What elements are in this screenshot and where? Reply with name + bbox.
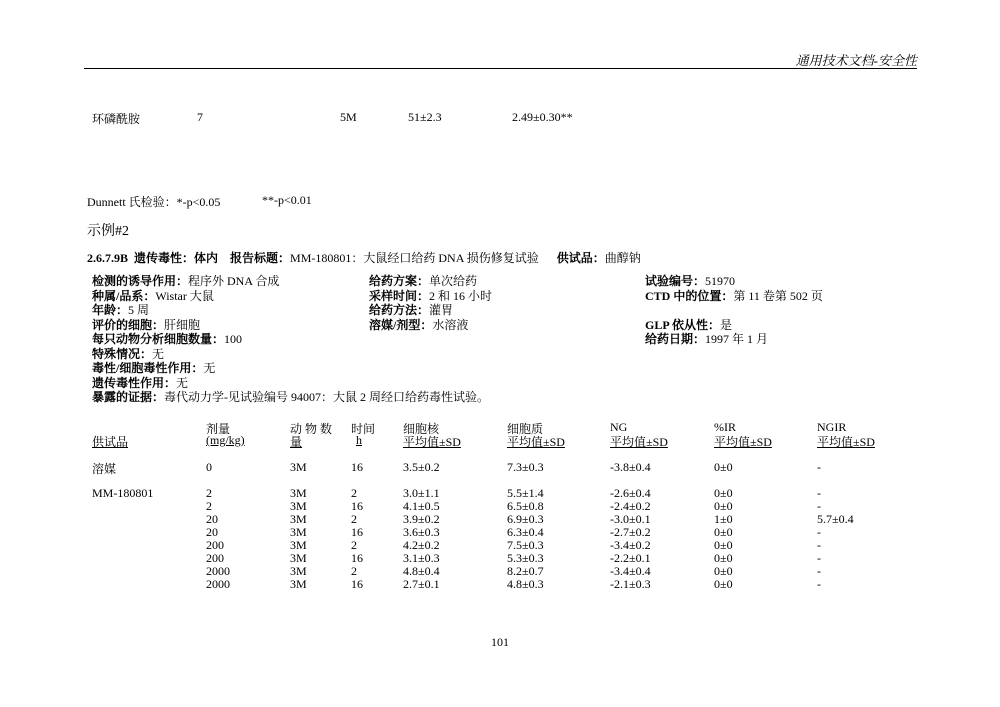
info-item-species: 种属/品系：Wistar 大鼠 bbox=[92, 288, 214, 303]
th-ng: NG bbox=[610, 420, 628, 434]
section-report-value: MM-180801：大鼠经口给药 DNA 损伤修复试验 bbox=[290, 251, 539, 265]
compound-animals: 5M bbox=[340, 110, 357, 124]
info-item-glp: GLP 依从性：是 bbox=[645, 317, 733, 332]
th-dose-unit: (mg/kg) bbox=[206, 433, 245, 447]
info-item-cell-count: 每只动物分析细胞数量：100 bbox=[92, 332, 243, 346]
compound-value2: 2.49±0.30** bbox=[512, 110, 573, 124]
dunnett-footnote: Dunnett 氏检验：*-p<0.05 bbox=[87, 195, 221, 209]
info-item-cells: 评价的细胞：肝细胞 bbox=[92, 317, 201, 332]
info-item-sampling: 采样时间：2 和 16 小时 bbox=[369, 288, 493, 303]
info-item-vehicle: 溶媒/剂型：水溶液 bbox=[369, 317, 469, 332]
info-item-age: 年龄：5 周 bbox=[92, 303, 150, 317]
section-number: 2.6.7.9B bbox=[87, 251, 129, 265]
header-divider bbox=[84, 68, 917, 69]
th-cytoplasm: 细胞质 bbox=[507, 422, 544, 436]
th-nucleus: 细胞核 bbox=[403, 422, 440, 436]
th-test-article: 供试品 bbox=[92, 435, 129, 449]
info-item-regimen: 给药方案：单次给药 bbox=[369, 274, 478, 288]
th-time-unit: h bbox=[356, 433, 362, 447]
info-item-exposure: 暴露的证据：毒代动力学-见试验编号 94007：大鼠 2 周经口给药毒性试验。 bbox=[92, 390, 490, 404]
example-label: 示例#2 bbox=[87, 224, 129, 239]
section-heading bbox=[87, 249, 641, 266]
info-item-ctd-location: CTD 中的位置：第 11 卷第 502 页 bbox=[645, 288, 823, 303]
compound-dose: 7 bbox=[197, 110, 203, 124]
th-ng-sd: 平均值±SD bbox=[610, 435, 668, 449]
compound-name: 环磷酰胺 bbox=[92, 112, 141, 126]
info-middle-column bbox=[369, 274, 492, 332]
info-item-induction: 检测的诱导作用：程序外 DNA 合成 bbox=[92, 274, 280, 288]
info-item-genotox: 遗传毒性作用：无 bbox=[92, 375, 189, 390]
info-item-dosing-date: 给药日期：1997 年 1 月 bbox=[645, 332, 769, 346]
page-number: 101 bbox=[491, 635, 509, 649]
dunnett-footnote-p2: **-p<0.01 bbox=[262, 193, 312, 207]
th-dose: 剂量 bbox=[206, 422, 231, 436]
th-cytoplasm-sd: 平均值±SD bbox=[507, 435, 565, 449]
th-nucleus-sd: 平均值±SD bbox=[403, 435, 461, 449]
info-right-column bbox=[645, 274, 823, 347]
th-animals-2: 量 bbox=[290, 435, 303, 449]
th-ngir-sd: 平均值±SD bbox=[817, 435, 875, 449]
section-test-label: 供试品： bbox=[556, 251, 605, 265]
th-ir: %IR bbox=[714, 420, 736, 434]
th-time: 时间 bbox=[351, 422, 376, 436]
th-animals: 动 物 数 bbox=[290, 422, 333, 436]
section-test-value: 曲醇钠 bbox=[604, 251, 641, 265]
info-item-study-number: 试验编号：51970 bbox=[645, 274, 736, 288]
compound-value1: 51±2.3 bbox=[408, 110, 442, 124]
info-item-special: 特殊情况：无 bbox=[92, 346, 165, 361]
th-ngir: NGIR bbox=[817, 420, 847, 434]
th-ir-sd: 平均值±SD bbox=[714, 435, 772, 449]
document-header-title: 通用技术文档-安全性 bbox=[795, 53, 917, 68]
info-item-route: 给药方法：灌胃 bbox=[369, 303, 454, 317]
section-tox-label: 遗传毒性：体内 bbox=[134, 251, 219, 265]
info-item-cytotoxicity: 毒性/细胞毒性作用：无 bbox=[92, 361, 216, 375]
section-report-label: 报告标题： bbox=[230, 251, 291, 265]
